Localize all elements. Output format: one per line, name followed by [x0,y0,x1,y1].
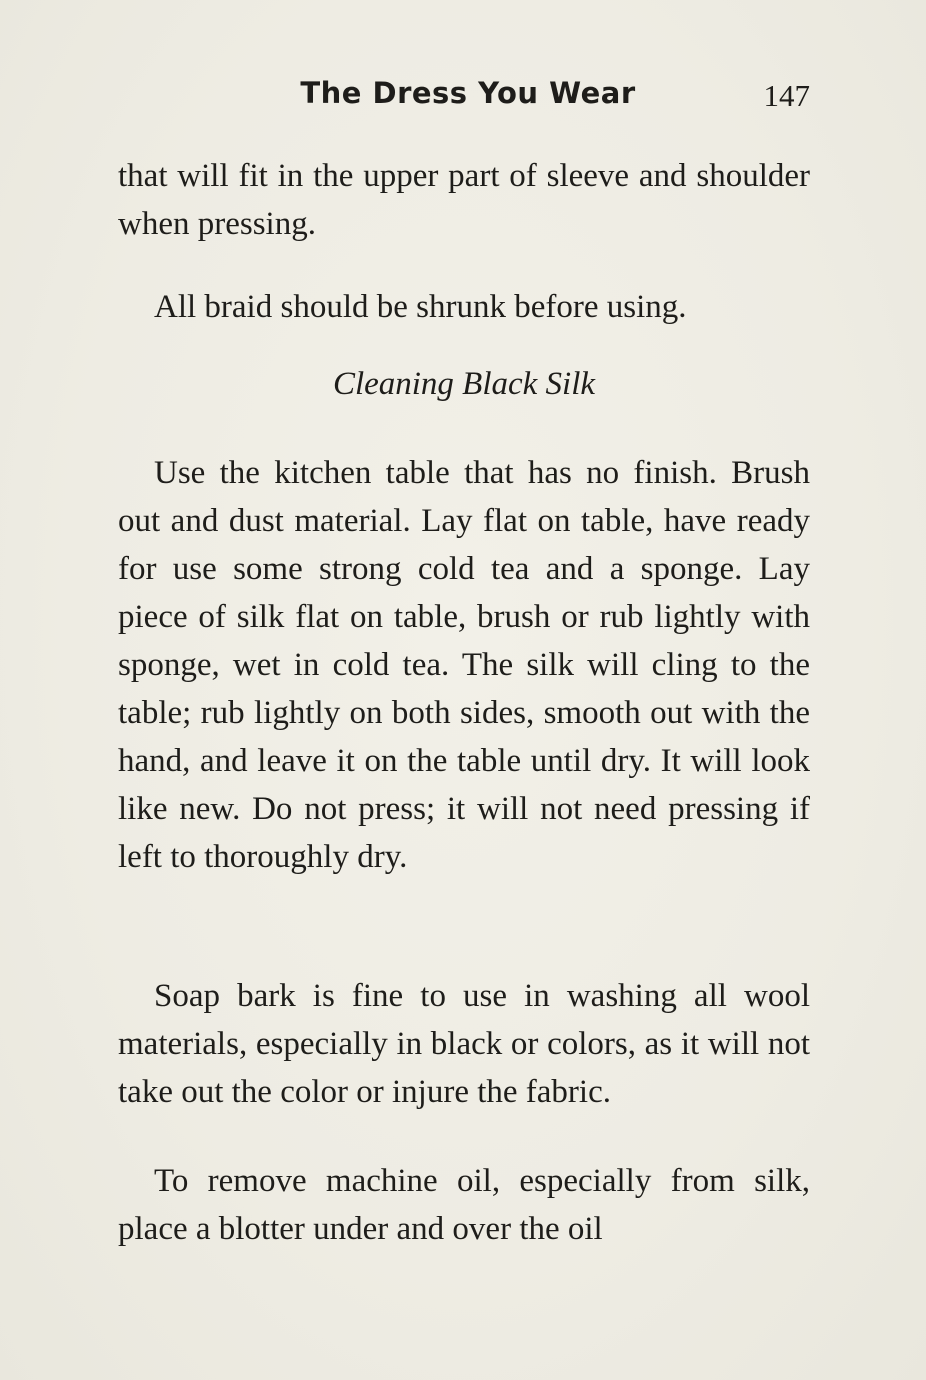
braid-paragraph: All braid should be shrunk before using. [154,289,687,325]
continued-paragraph: that will fit in the upper part of sleeve and shoulder when pressing. [118,158,810,242]
cleaning-paragraph: Use the kitchen table that has no finish. Brush out and dust material. Lay flat on table, have ready for use some strong cold tea and a sponge. Lay piece of silk flat on table, brush or rub lightly with sponge, wet in cold tea. The silk will cling to the table; rub lightly on both sides, smooth out with the hand, and leave it on the table until dry. It will look like new. Do not press; it will not need pressing if left to thoroughly dry. [118,455,810,875]
soap-bark-paragraph-block [118,972,810,1116]
machine-oil-paragraph-block [118,1157,810,1253]
braid-paragraph-block [118,283,810,331]
machine-oil-paragraph: To remove machine oil, especially from silk, place a blotter under and over the oil [118,1163,810,1247]
running-title: The Dress You Wear [300,76,636,110]
page-number: 147 [763,78,810,113]
running-head [118,76,810,116]
continued-paragraph-block [118,152,810,248]
soap-bark-paragraph: Soap bark is fine to use in washing all wool materials, especially in black or colors, as it will not take out the color or injure the fabric. [118,978,810,1110]
cleaning-paragraph-block [118,449,810,881]
section-heading: Cleaning Black Silk [332,366,596,402]
